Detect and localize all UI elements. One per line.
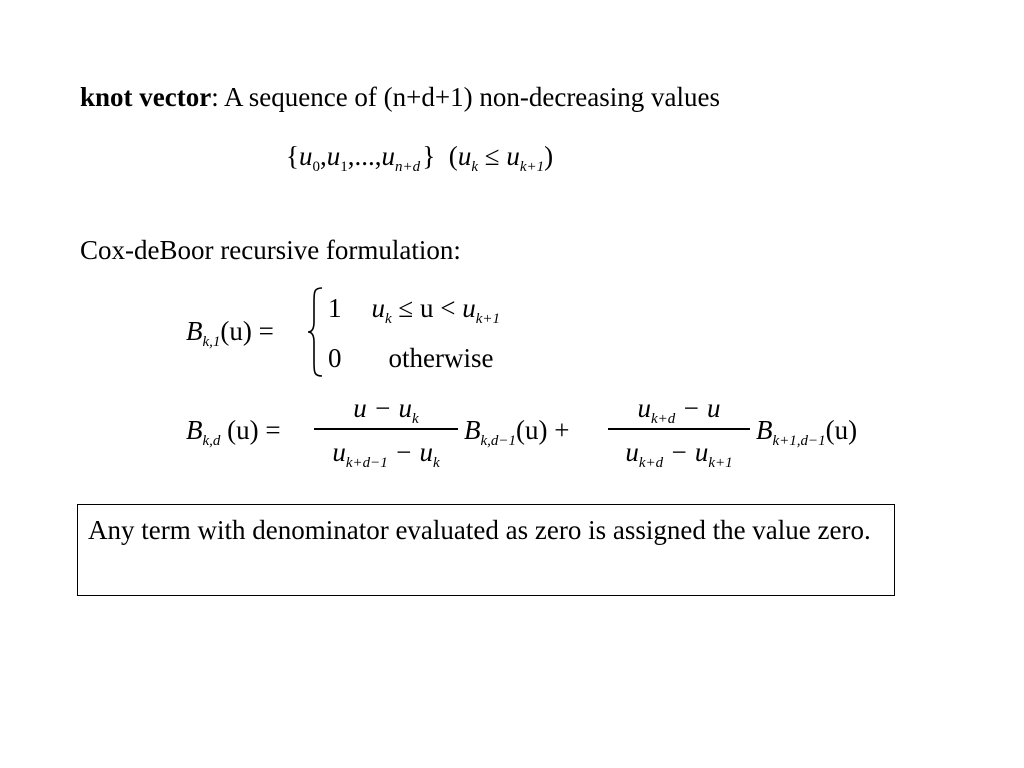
fraction-2: $u_{k+d} - u$ $u_{k+d} - u_{k+1}$ [608,392,750,478]
base-case-row-1: 1 $u_k \le u < u_{k+1}$ [328,293,500,327]
knot-vector-definition [80,81,720,113]
fraction-1: $u - u_k$ $u_{k+d-1} - u_k$ [314,392,458,478]
zero-denominator-note: Any term with denominator evaluated as zero is assigned the value zero. [77,504,895,596]
knot-vector-term: knot vector [80,82,212,112]
section-title: Cox-deBoor recursive formulation: [80,235,461,265]
recursion-lhs: $B_{k,d}$ (u) = [186,415,281,449]
piecewise-brace [306,286,324,378]
base-case-row-0: 0 otherwise [328,343,494,373]
knot-vector-definition-text: : A sequence of (n+d+1) non-decreasing values [211,82,721,112]
knot-set-formula: {$u_0,u_1,...,u_{n+d}$ } $(u_k \le u_{k+1})$ [286,141,554,175]
base-case-lhs: $B_{k,1}(u)$ = [186,316,274,350]
recursion-term-2: $B_{k+1,d-1}(u)$ [756,415,858,449]
recursion-term-1: $B_{k,d-1}(u)$ + [464,415,570,449]
